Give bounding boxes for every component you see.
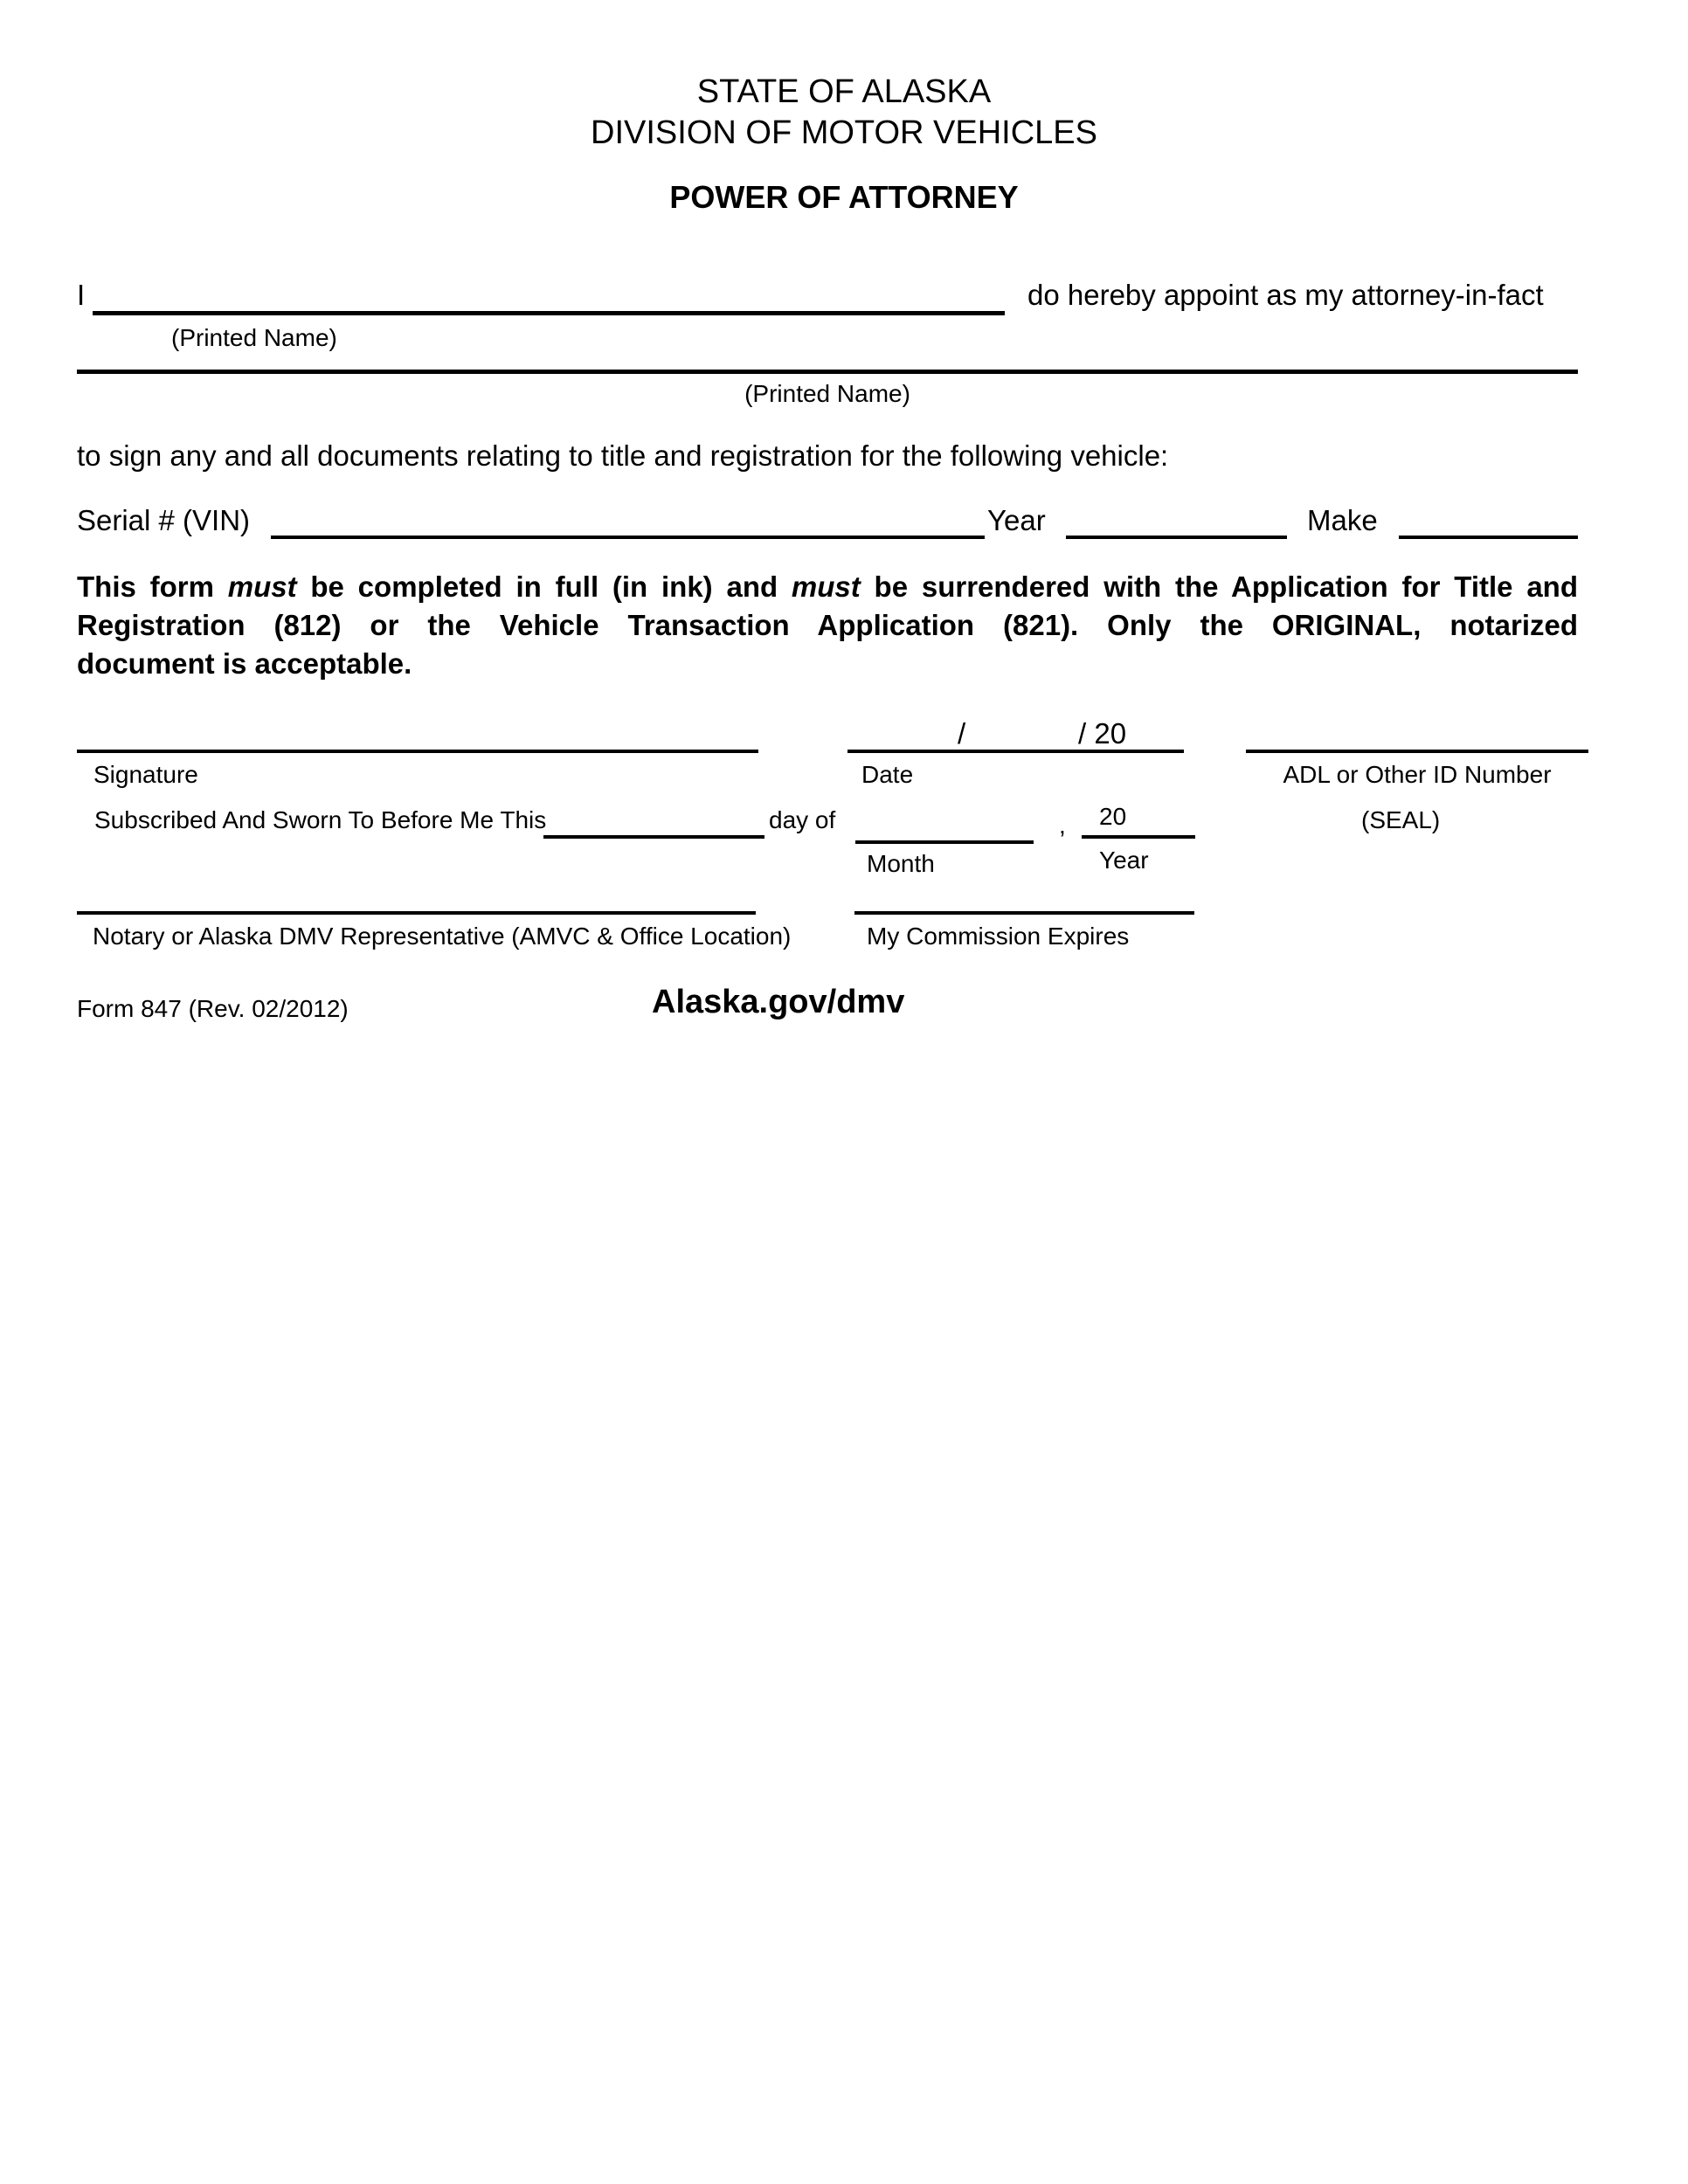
notice-line-2: Registration (812) or the Vehicle Transaction Application (821). Only the ORIGINAL, notarized [77, 609, 1578, 641]
notice-line-1 [77, 568, 1578, 606]
sworn-year-field[interactable] [1082, 835, 1195, 839]
day-of-label: day of [769, 806, 836, 833]
year-field[interactable] [1066, 536, 1287, 539]
notary-signature-field[interactable] [77, 911, 756, 915]
vin-field[interactable] [271, 536, 985, 539]
day-field[interactable] [543, 835, 764, 839]
notice-must-1: must [227, 570, 297, 603]
notice-text: be surrendered with the Application for Title and [860, 570, 1578, 603]
notice-text: be completed in full (in ink) and [296, 570, 792, 603]
sworn-year-label: Year [1099, 847, 1149, 874]
division-title: DIVISION OF MOTOR VEHICLES [591, 114, 1097, 151]
date-field[interactable] [847, 750, 1184, 753]
notice-must-2: must [791, 570, 861, 603]
agency-header [0, 72, 1688, 154]
dmv-website: Alaska.gov/dmv [652, 984, 905, 1020]
date-label: Date [861, 761, 914, 788]
year-prefix: 20 [1099, 803, 1127, 830]
make-field[interactable] [1399, 536, 1578, 539]
make-label: Make [1307, 504, 1378, 536]
attorney-name-field[interactable] [77, 370, 1578, 374]
signature-field[interactable] [77, 750, 758, 753]
form-number: Form 847 (Rev. 02/2012) [77, 995, 349, 1022]
commission-label: My Commission Expires [867, 923, 1130, 950]
adl-label: ADL or Other ID Number [1283, 761, 1552, 788]
month-label: Month [867, 850, 935, 877]
month-field[interactable] [855, 840, 1034, 844]
comma-separator: , [1059, 812, 1066, 839]
adl-field[interactable] [1246, 750, 1588, 753]
date-slash-2: / 20 [1078, 717, 1127, 750]
notary-line-label: Notary or Alaska DMV Representative (AMVC & Office Location) [93, 923, 792, 950]
form-title: POWER OF ATTORNEY [669, 179, 1019, 215]
sworn-text: Subscribed And Sworn To Before Me This [94, 806, 547, 833]
notice-paragraph [77, 568, 1578, 683]
year-label: Year [987, 504, 1046, 536]
notice-line-3: document is acceptable. [77, 647, 412, 680]
printed-name-label-2: (Printed Name) [744, 380, 910, 407]
commission-expires-field[interactable] [854, 911, 1194, 915]
signature-label: Signature [93, 761, 198, 788]
printed-name-label-1: (Printed Name) [171, 324, 337, 351]
notice-text: This form [77, 570, 228, 603]
appoint-prefix: I [77, 279, 86, 311]
date-slash-1: / [958, 717, 966, 750]
appointer-name-field[interactable] [93, 311, 1005, 315]
purpose-text: to sign any and all documents relating to title and registration for the following vehicle: [77, 439, 1169, 472]
state-title: STATE OF ALASKA [696, 73, 992, 110]
vin-label: Serial # (VIN) [77, 504, 251, 536]
appoint-suffix: do hereby appoint as my attorney-in-fact [1027, 279, 1544, 311]
seal-label: (SEAL) [1361, 806, 1441, 833]
